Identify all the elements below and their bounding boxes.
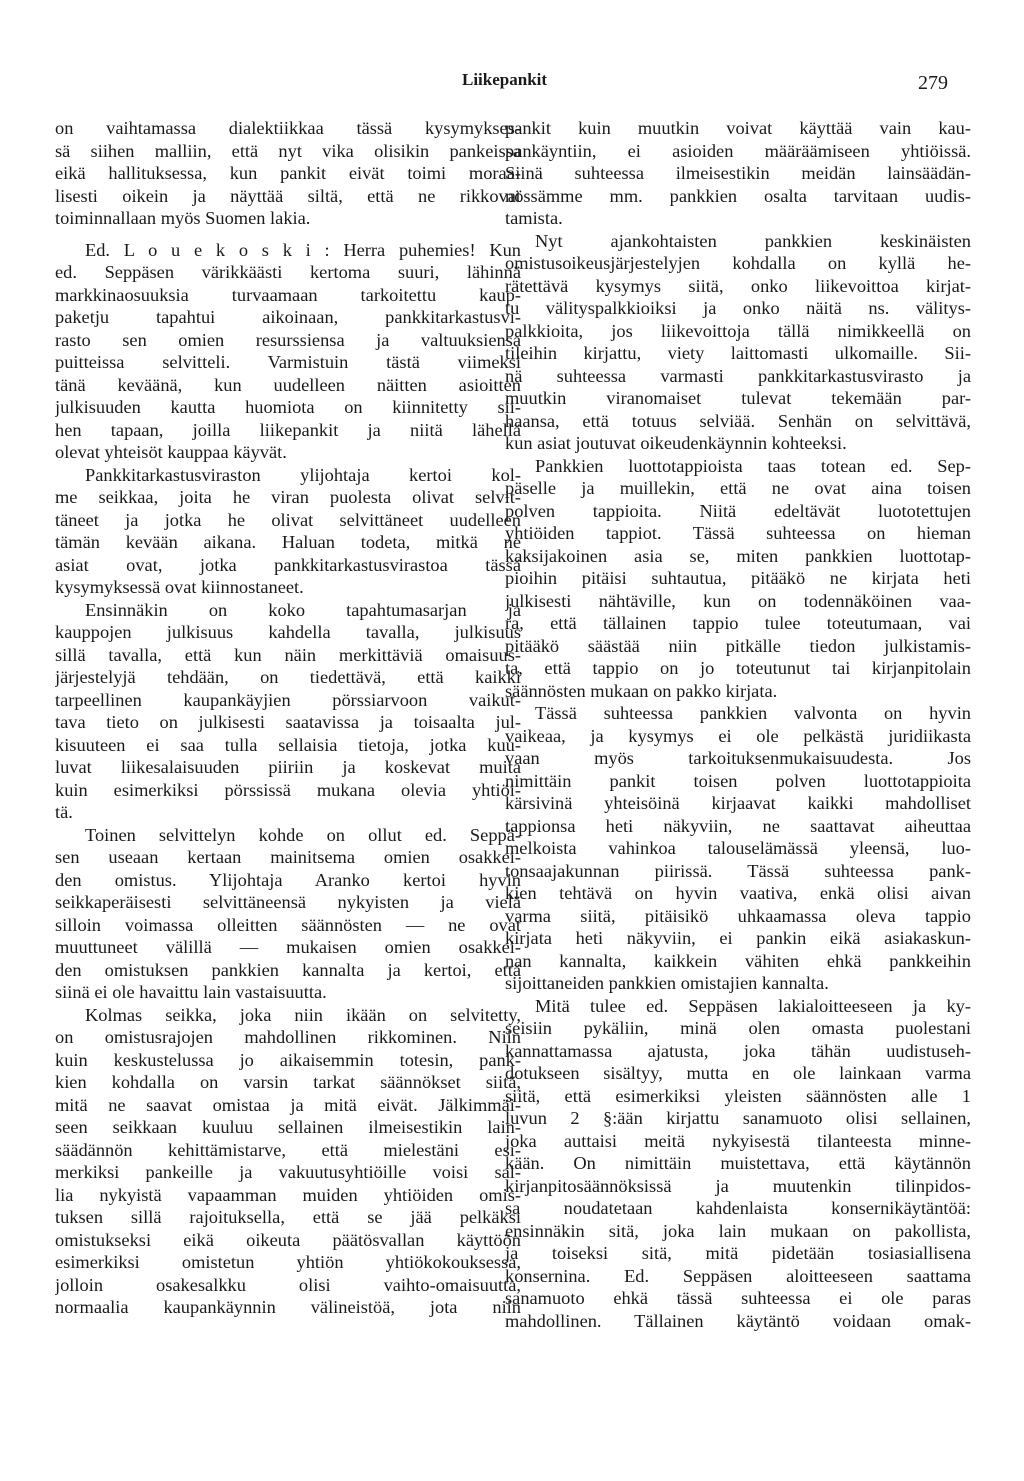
text-line: tuksen sillä rajoituksella, että se jää pelkäksi — [55, 1207, 521, 1227]
text-line: kisuuteen ei saa tulla sellaisia tietoja, jotka kuu- — [55, 734, 521, 755]
text-line: toiminnallaan myös Suomen lakia. — [55, 208, 311, 228]
text-line: tava tieto on julkisesti saatavissa ja toisaalta jul- — [55, 712, 521, 732]
text-line: siitä, että esimerkiksi yleisten säännösten alle 1 — [505, 1085, 971, 1106]
text-line: kaksijakoinen asia se, miten pankkien luottotap- — [505, 545, 971, 566]
text-line: kien tehtävä on hyvin vaativa, enkä olisi aivan — [505, 883, 971, 903]
text-line: sillä tavalla, että kun näin merkittäviä omaisuus- — [55, 644, 521, 665]
text-line: siinä ei ole havaittu lain vastaisuutta. — [55, 982, 327, 1002]
text-line: seisiin pykäliin, minä olen omasta puolestani — [505, 1018, 971, 1038]
text-line: säädännön kehittämistarve, että mielestäni esi- — [55, 1139, 521, 1160]
text-line: paketju tapahtui aikoinaan, pankkitarkastusvi- — [55, 307, 521, 327]
text-line: ed. Seppäsen värikkäästi kertoma suuri, lähinnä — [55, 262, 521, 282]
text-line: Ensinnäkin on koko tapahtumasarjan ja — [85, 599, 521, 620]
text-line: lia nykyistä vapaamman muiden yhtiöiden omis- — [55, 1184, 521, 1205]
text-line: joka auttaisi meitä nykyisestä tilanteesta minne- — [505, 1130, 971, 1151]
right-text-column — [505, 117, 971, 1447]
text-line: tappionsa heti näkyviin, ne saattavat aiheuttaa — [505, 815, 971, 836]
text-line: muutkin viranomaiset tulevat tekemään par- — [505, 388, 971, 408]
text-line: luvun 2 §:ään kirjattu sanamuoto olisi sellainen, — [505, 1108, 971, 1128]
text-line: olevat yhteisöt kauppaa käyvät. — [55, 442, 287, 462]
text-line: täneet ja jotka he olivat selvittäneet uudelleen — [55, 509, 521, 530]
text-line: hen tapaan, joilla liikepankit ja niitä lähellä — [55, 419, 521, 440]
text-line: pitääkö säästää niin pitkälle tiedon julkistamis- — [505, 635, 971, 656]
text-line: silloin voimassa olleitten säännösten — ne ovat — [55, 914, 521, 935]
text-line: tileihin kirjattu, viety laittomasti ulkomaille. Sii- — [505, 343, 971, 363]
text-line: kirjanpitosäännöksissä ja muutenkin tilinpidos- — [505, 1175, 971, 1196]
text-line: muuttuneet välillä — mukaisen omien osakkei- — [55, 937, 521, 957]
text-line: sen useaan kertaan mainitsema omien osakkei- — [55, 847, 521, 867]
text-line: kun asiat joutuvat oikeudenkäynnin kohteeksi. — [505, 433, 847, 453]
text-line: yhtiöiden tappiot. Tässä suhteessa on hieman — [505, 523, 971, 543]
text-line: dotukseen sisältyy, mutta en ole lainkaan varma — [505, 1063, 971, 1083]
text-line: lisesti oikein ja näyttää siltä, että ne rikkovat — [55, 185, 521, 206]
text-line: esimerkiksi omistetun yhtiön yhtiökokouksessa, — [55, 1252, 521, 1272]
text-line: Tässä suhteessa pankkien valvonta on hyvin — [535, 703, 971, 723]
text-line: Siinä suhteessa ilmeisestikin meidän lainsäädän- — [505, 163, 971, 183]
text-line: me seikkaa, joita he viran puolesta olivat selvit- — [55, 487, 521, 507]
text-line: on vaihtamassa dialektiikkaa tässä kysymykses- — [55, 118, 521, 138]
text-line: Ed. L o u e k o s k i : Herra puhemies! Kun — [85, 239, 521, 260]
text-line: tä. — [55, 802, 73, 822]
text-line: Kolmas seikka, joka niin ikään on selvitetty, — [85, 1004, 521, 1025]
running-header-title: Liikepankit — [462, 70, 548, 89]
text-line: kien kohdalla on varsin tarkat säännökset siitä, — [55, 1072, 521, 1092]
text-line: jolloin osakesalkku olisi vaihto-omaisuutta, — [55, 1274, 521, 1295]
text-line: järjestelyjä tehdään, on tiedettävä, että kaikki — [55, 667, 521, 687]
text-line: on omistusrajojen mahdollinen rikkominen. Niin — [55, 1027, 521, 1047]
text-line: den omistus. Ylijohtaja Aranko kertoi hyvin — [55, 869, 521, 890]
text-line: normaalia kaupankäynnin välineistöä, jota niin — [55, 1297, 521, 1317]
text-line: haansa, että totuus selviää. Senhän on selvittävä, — [505, 410, 971, 431]
text-line: seikkaperäisesti selvittäneensä nykyisten ja vielä — [55, 892, 521, 912]
text-line: tamista. — [505, 208, 563, 228]
text-line: rasto sen omien resurssiensa ja valtuuksiensa — [55, 329, 521, 350]
text-line: luvat liikesalaisuuden piiriin ja koskevat muita — [55, 757, 521, 777]
text-line: säännösten mukaan on pakko kirjata. — [505, 680, 778, 701]
text-line: päselle ja muillekin, että ne ovat aina toisen — [505, 478, 971, 498]
text-line: seen seikkaan kuuluu sellainen ilmeisestikin lain- — [55, 1117, 521, 1137]
text-line: tarpeellinen kaupankäyjien pörssiarvoon vaikut- — [55, 689, 521, 710]
text-line: eikä hallituksessa, kun pankit eivät toimi moraa- — [55, 163, 521, 183]
text-line: polven tappioita. Niitä edeltävät luototettujen — [505, 500, 971, 521]
text-line: ra, että tällainen tappio tulee toteutumaan, vai — [505, 613, 971, 633]
text-line: palkkioita, jos liikevoittoja tällä nimikkeellä on — [505, 320, 971, 341]
left-text-column — [55, 117, 521, 1447]
text-line: kuin keskustelussa jo aikaisemmin totesin, pank- — [55, 1049, 521, 1070]
text-line: kauppojen julkisuus kahdella tavalla, julkisuus — [55, 622, 521, 642]
text-line: melkoista vahinkoa talouselämässä yleensä, luo- — [505, 838, 971, 858]
text-line: nä suhteessa varmasti pankkitarkastusvirasto ja — [505, 365, 971, 386]
text-line: mitä ne saavat omistaa ja mitä eivät. Jälkimmäi- — [55, 1094, 521, 1115]
text-line: konsernina. Ed. Seppäsen aloitteeseen saattama — [505, 1265, 971, 1286]
text-line: vaan myös tarkoituksenmukaisuudesta. Jos — [505, 748, 971, 768]
text-line: markkinaosuuksia turvaamaan tarkoitettu kaup- — [55, 284, 521, 305]
text-line: kysymyksessä ovat kiinnostaneet. — [55, 577, 304, 597]
text-line: Mitä tulee ed. Seppäsen lakialoitteeseen ja ky- — [535, 995, 971, 1016]
text-line: Toinen selvittelyn kohde on ollut ed. Seppä- — [85, 824, 521, 845]
text-line: vaikeaa, ja kysymys ei ole pelkästä juridiikasta — [505, 725, 971, 746]
text-line: nimittäin pankit toisen polven luottotappioita — [505, 770, 971, 791]
text-line: ta, että tappio on jo toteutunut tai kirjanpitolain — [505, 658, 971, 678]
text-line: julkisuuden kautta huomiota on kiinnitetty sii- — [55, 397, 521, 417]
text-line: julkisesti nähtäville, kun on todennäköinen vaa- — [505, 590, 971, 611]
text-line: kään. On nimittäin muistettava, että käytännön — [505, 1153, 971, 1173]
text-line: den omistuksen pankkien kannalta ja kertoi, että — [55, 959, 521, 980]
text-line: pankäyntiin, ei asioiden määräämiseen yhtiöissä. — [505, 140, 971, 161]
text-line: tänä keväänä, kun uudelleen näitten asioitten — [55, 374, 521, 395]
text-line: mahdollinen. Tällainen käytäntö voidaan omak- — [505, 1310, 971, 1331]
text-line: omistusoikeusjärjestelyjen kohdalla on kyllä he- — [505, 253, 971, 273]
text-line: sa noudatetaan kahdenlaista konsernikäytäntöä: — [505, 1198, 971, 1218]
text-line: tonsaajakunnan piirissä. Tässä suhteessa pank- — [505, 860, 971, 881]
text-line: nössämme mm. pankkien osalta tarvitaan uudis- — [505, 185, 971, 206]
text-line: asiat ovat, jotka pankkitarkastusvirastoa tässä — [55, 554, 521, 575]
text-line: Pankkitarkastusviraston ylijohtaja kertoi kol- — [85, 464, 521, 485]
text-line: ja toiseksi sitä, mitä pidetään tosiasiallisena — [505, 1243, 971, 1263]
text-line: ensinnäkin sitä, joka lain mukaan on pakollista, — [505, 1220, 971, 1241]
text-line: sijoittaneiden pankkien omistajien kannalta. — [505, 973, 829, 993]
text-line: tämän kevään aikana. Haluan todeta, mitkä ne — [55, 532, 521, 552]
text-line: Nyt ajankohtaisten pankkien keskinäisten — [535, 230, 971, 251]
page-number: 279 — [918, 72, 948, 94]
text-line: varma siitä, pitäisikö uhkaamassa oleva tappio — [505, 905, 971, 926]
text-line: sanamuoto ehkä tässä suhteessa ei ole paras — [505, 1288, 971, 1308]
text-line: puitteissa selvitteli. Varmistuin tästä viimeksi — [55, 352, 521, 372]
text-line: omistukseksi eikä oikeuta päätösvallan käyttöön — [55, 1229, 521, 1250]
text-line: tu välityspalkkioiksi ja onko näitä ns. välitys- — [505, 298, 971, 318]
text-line: sä siihen malliin, että nyt vika olisikin pankeissa — [55, 140, 521, 161]
text-line: nan kannalta, kaikkein vähiten ehkä pankkeihin — [505, 950, 971, 971]
text-line: kärsivinä yhteisöinä kirjaavat kaikki mahdolliset — [505, 793, 971, 813]
text-line: Pankkien luottotappioista taas totean ed. Sep- — [535, 455, 971, 476]
text-line: pankit kuin muutkin voivat käyttää vain kau- — [505, 118, 971, 138]
text-line: kirjata heti näkyviin, ei pankin eikä asiakaskun- — [505, 928, 971, 948]
text-line: rätettävä kysymys siitä, onko liikevoittoa kirjat- — [505, 275, 971, 296]
text-line: kuin esimerkiksi pörssissä mukana olevia yhtiöi- — [55, 779, 521, 800]
text-line: kannattamassa ajatusta, joka tähän uudistuseh- — [505, 1040, 971, 1061]
text-line: pioihin pitäisi suhtautua, pitääkö ne kirjata heti — [505, 568, 971, 588]
text-line: merkiksi pankeille ja vakuutusyhtiöille voisi sal- — [55, 1162, 521, 1182]
